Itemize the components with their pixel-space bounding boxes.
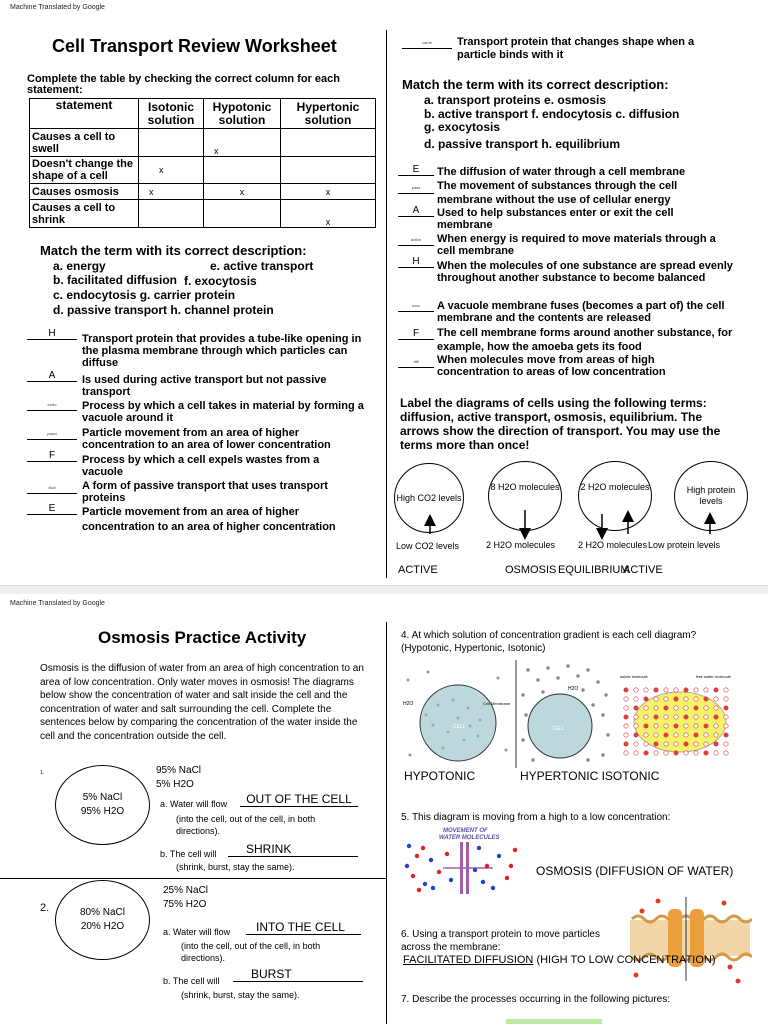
row-statement: Causes osmosis — [30, 184, 139, 200]
table-row — [30, 129, 376, 157]
match-description: When the molecules of one substance are spread evenly throughout another substance to become balanced — [437, 260, 733, 284]
match-option: f. exocytosis — [184, 274, 257, 288]
match-option: a. energy — [53, 259, 106, 273]
answer-blank[interactable]: F — [398, 329, 434, 340]
row-statement: Doesn't change the shape of a cell — [30, 157, 139, 184]
header-isotonic: Isotonic solution — [139, 99, 204, 129]
cell-diagram-2: 8 H2O molecules — [488, 461, 562, 531]
check-cell: x — [204, 129, 281, 157]
match-heading-1: Match the term with its correct description: — [40, 243, 307, 258]
answer-hint: (shrink, burst, stay the same). — [176, 862, 295, 872]
answer-field[interactable]: OUT OF THE CELL — [240, 792, 358, 807]
answer-blank[interactable]: A — [27, 371, 77, 382]
tonicity-table — [29, 98, 376, 228]
answer-blank[interactable]: facil — [27, 483, 77, 494]
inside-nacl: 5% NaCl — [82, 792, 123, 803]
problem-number: 1. — [40, 770, 45, 776]
outside-concentration — [156, 764, 201, 792]
inside-h2o: 95% H2O — [80, 806, 125, 817]
match-option: b. active transport f. endocytosis c. diffusion — [424, 107, 680, 121]
cell-outside-label: Low CO2 levels — [396, 541, 460, 551]
watermark: Machine Translated by Google — [10, 600, 105, 607]
question-7: 7. Describe the processes occurring in the following pictures: — [401, 994, 671, 1005]
q6-answer-underlined: FACILITATED DIFFUSION — [403, 954, 534, 966]
outside-concentration — [163, 884, 208, 912]
osmosis-title: Osmosis Practice Activity — [98, 628, 307, 647]
membrane-label: Cell Membrane — [483, 701, 511, 706]
match-description: The diffusion of water through a cell membrane — [437, 166, 686, 178]
question-6: 6. Using a transport protein to move particles across the membrane: — [401, 929, 600, 953]
check-cell — [139, 200, 204, 228]
transport-arrows — [386, 500, 768, 545]
cell-diagram-4: High protein levels — [674, 461, 748, 531]
table-row — [30, 184, 376, 200]
h2o-label: H2O — [568, 686, 579, 692]
transport-protein-image — [628, 895, 752, 985]
movement-caption-1: MOVEMENT OF — [443, 828, 488, 834]
answer-blank[interactable]: A — [398, 206, 434, 217]
row-statement: Causes a cell to swell — [30, 129, 139, 157]
osmosis-intro: Osmosis is the diffusion of water from an area of high concentration to an area of low concentration. Only water moves in osmosis! The diagrams below show the concentration of water and salt inside the cell and the concentration of water and salt surrounding the cell. Complete the sentences below by comparing the concentration of the water inside the cell and the concentration outside the cell. — [40, 663, 364, 742]
outside-h2o: 75% H2O — [163, 899, 207, 910]
check-cell — [281, 129, 376, 157]
q6-answer — [403, 954, 716, 966]
match-description: Used to help substances enter or exit the cell membrane — [437, 207, 674, 231]
check-cell: x — [204, 184, 281, 200]
hypertonic-diagram — [521, 664, 609, 761]
watermark: Machine Translated by Google — [10, 4, 105, 11]
question-4: 4. At which solution of concentration gradient is each cell diagram? (Hypotonic, Hypertonic, Isotonic) — [401, 630, 697, 654]
answer-blank[interactable]: pass — [398, 183, 434, 194]
answer-blank[interactable]: E — [398, 165, 434, 176]
cell-circle-1 — [55, 765, 150, 845]
movement-caption-2: WATER MOLECULES — [439, 835, 500, 841]
table-instructions: Complete the table by checking the correct column for each statement: — [27, 73, 340, 96]
free-water-label: free water molecule — [696, 674, 731, 679]
cell-answer: OSMOSIS — [505, 564, 557, 576]
cell-outside-label: Low protein levels — [648, 540, 721, 550]
answer-blank[interactable]: exoc — [398, 301, 434, 312]
h2o-label: H2O — [403, 701, 414, 707]
header-hypertonic: Hypertonic solution — [281, 99, 376, 129]
cell-outside-label: 2 H2O molecules — [486, 540, 556, 550]
answer-blank[interactable]: carrie — [402, 38, 452, 49]
match-description: Particle movement from an area of higher concentration to an area of higher concentration — [82, 506, 336, 533]
question-label: b. The cell will — [160, 849, 217, 859]
answer-blank[interactable]: E — [27, 504, 77, 515]
answer-hint: (shrink, burst, stay the same). — [181, 990, 300, 1000]
check-cell: x — [281, 184, 376, 200]
water-movement-image — [403, 826, 523, 896]
question-5: 5. This diagram is moving from a high to a low concentration: — [401, 812, 671, 823]
check-cell — [281, 157, 376, 184]
q4-answer-hypotonic: HYPOTONIC — [404, 769, 476, 783]
question-label: a. Water will flow — [160, 799, 228, 809]
check-cell — [204, 200, 281, 228]
cell-outside-label: 2 H2O molecules — [578, 540, 648, 550]
tonicity-diagrams — [398, 660, 743, 768]
answer-hint: (into the cell, out of the cell, in both directions). — [181, 941, 321, 963]
table-row — [30, 157, 376, 184]
answer-field[interactable]: INTO THE CELL — [246, 920, 361, 935]
problem-number: 2. — [40, 902, 50, 914]
match-description: A vacuole membrane fuses (becomes a part of) the cell membrane and the contents are released — [437, 300, 725, 324]
match-description: Transport protein that provides a tube-like opening in the plasma membrane through which particles can diffuse — [82, 333, 362, 369]
answer-field[interactable]: SHRINK — [228, 842, 358, 857]
answer-hint: (into the cell, out of the cell, in both directions). — [176, 814, 316, 836]
page-separator — [0, 585, 768, 594]
column-divider — [386, 30, 387, 578]
header-statement: statement — [30, 99, 139, 129]
answer-field[interactable]: BURST — [233, 967, 363, 982]
cell-label: CELL — [453, 724, 466, 730]
match-option: b. facilitated diffusion — [53, 273, 178, 287]
check-cell: x — [139, 157, 204, 184]
match-option: e. active transport — [210, 259, 314, 273]
match-description: Process by which a cell takes in material by forming a vacuole around it — [82, 400, 364, 424]
inside-h2o: 20% H2O — [80, 921, 125, 932]
cell-diagram-3: 2 H2O molecules — [578, 461, 652, 531]
match-description: Particle movement from an area of higher concentration to an area of lower concentration — [82, 427, 331, 451]
match-option: d. passive transport h. equilibrium — [424, 137, 621, 151]
label-instructions: Label the diagrams of cells using the following terms: diffusion, active transport, osmosis, equilibrium. The arrows show the direction of transport. You may use the terms more than once! — [400, 396, 721, 452]
question-label: b. The cell will — [163, 976, 220, 986]
answer-blank[interactable]: diff — [398, 357, 434, 368]
check-cell — [139, 129, 204, 157]
check-cell: x — [139, 184, 204, 200]
match-description: Process by which a cell expels wastes from a vacuole — [82, 454, 320, 478]
match-heading-2: Match the term with its correct description: — [402, 77, 669, 92]
q6-answer-rest: (HIGH TO LOW CONCENTRATION) — [533, 954, 716, 966]
answer-blank[interactable]: F — [27, 451, 77, 462]
table-row — [30, 200, 376, 228]
match-option: g. exocytosis — [424, 120, 501, 134]
cell-answer: EQUILIBRIUM — [558, 564, 630, 576]
outside-nacl: 25% NaCl — [163, 885, 209, 896]
cell-answer: ACTIVE — [398, 564, 438, 576]
match-description: Is used during active transport but not passive transport — [82, 374, 327, 398]
q5-answer: OSMOSIS (DIFFUSION OF WATER) — [536, 864, 734, 878]
row-statement: Causes a cell to shrink — [30, 200, 139, 228]
partial-image — [506, 1019, 602, 1024]
header-hypotonic: Hypotonic solution — [204, 99, 281, 129]
match-option: d. passive transport h. channel protein — [53, 303, 274, 317]
answer-blank[interactable]: active — [398, 235, 434, 246]
outside-h2o: 5% H2O — [156, 779, 194, 790]
outside-nacl: 95% NaCl — [156, 765, 202, 776]
question-label: a. Water will flow — [163, 927, 231, 937]
check-cell: x — [281, 200, 376, 228]
answer-blank[interactable]: H — [27, 329, 77, 340]
solute-label: solute molecule — [620, 674, 648, 679]
worksheet-title: Cell Transport Review Worksheet — [52, 36, 337, 56]
hypotonic-diagram — [403, 671, 511, 762]
match-option: a. transport proteins e. osmosis — [424, 93, 607, 107]
cell-circle-2 — [55, 880, 150, 960]
match-description: The movement of substances through the cell membrane without the use of cellular energy — [437, 180, 678, 206]
isotonic-diagram — [620, 674, 732, 758]
cell-label: CELL — [552, 726, 565, 732]
check-cell — [204, 157, 281, 184]
match-description: When energy is required to move materials through a cell membrane — [437, 233, 716, 257]
problem-divider — [0, 878, 386, 879]
q4-answer-hypertonic-isotonic: HYPERTONIC ISOTONIC — [520, 769, 660, 783]
match-description: When molecules move from areas of high concentration to areas of low concentration — [437, 354, 666, 378]
match-description: The cell membrane forms around another substance, for example, how the amoeba gets its food — [437, 327, 733, 353]
inside-nacl: 80% NaCl — [79, 907, 126, 918]
column-divider — [386, 622, 387, 1024]
match-option: c. endocytosis g. carrier protein — [53, 288, 236, 302]
cell-answer: ACTIVE — [623, 564, 663, 576]
answer-blank[interactable]: H — [398, 257, 434, 268]
match-description: Transport protein that changes shape when a particle binds with it — [457, 36, 695, 61]
answer-blank[interactable]: endo — [27, 400, 77, 411]
match-description: A form of passive transport that uses transport proteins — [82, 480, 328, 504]
cell-diagram-1: High CO2 levels — [394, 463, 464, 533]
answer-blank[interactable]: passi — [27, 429, 77, 440]
